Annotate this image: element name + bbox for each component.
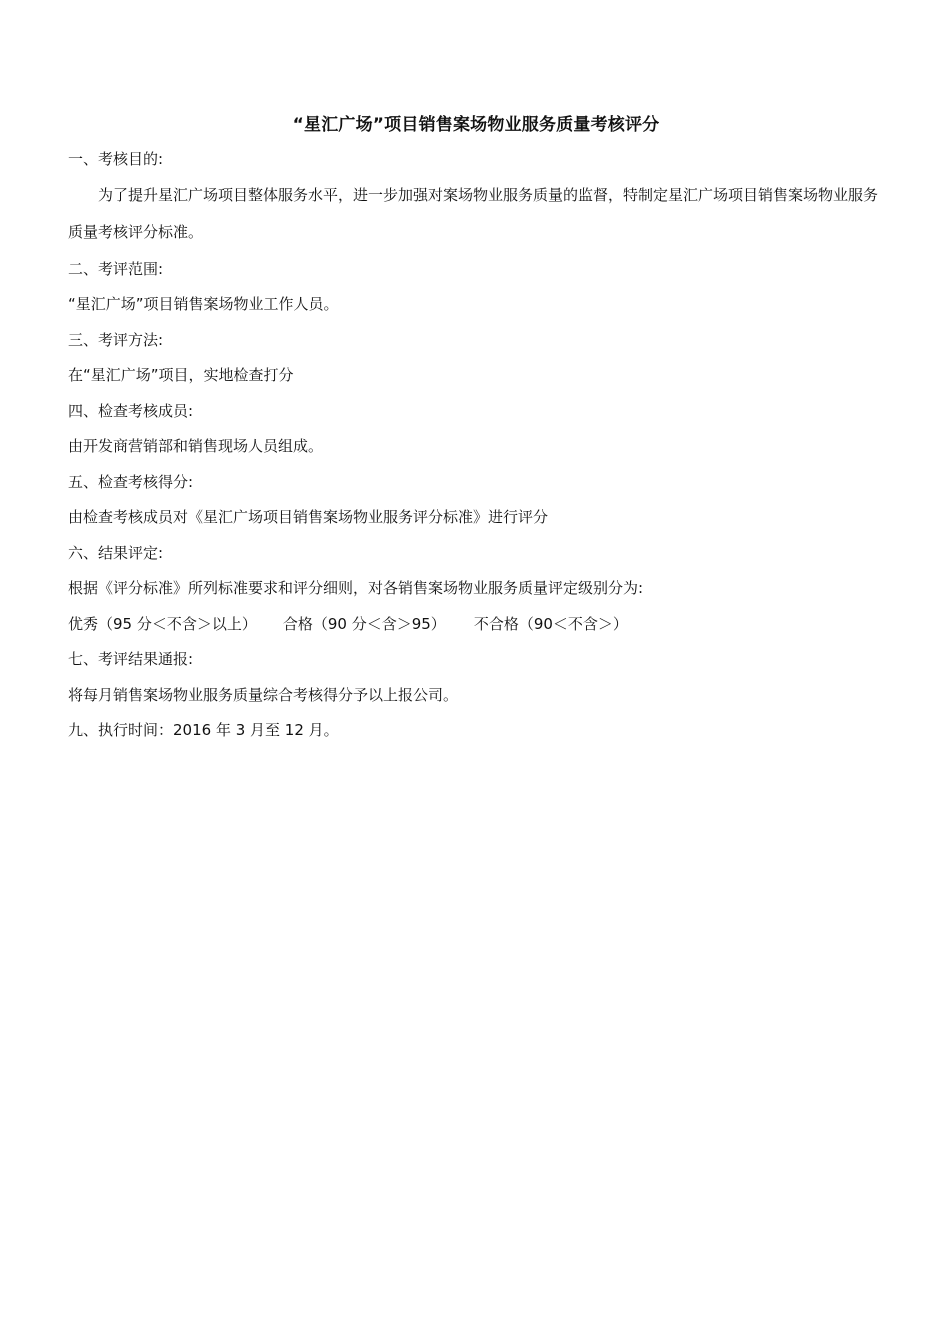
- grade-levels: [68, 614, 884, 634]
- grade-pass: 合格（90 分＜含＞95）: [282, 614, 446, 633]
- grade-fail: 不合格（90＜不含＞）: [473, 614, 628, 633]
- section-heading-scope: 二、考评范围:: [68, 259, 164, 278]
- grade-excellent: 优秀（95 分＜不含＞以上）: [68, 614, 257, 633]
- section-heading-method: 三、考评方法:: [68, 330, 164, 349]
- section-body-report: 将每月销售案场物业服务质量综合考核得分予以上报公司。: [68, 685, 459, 704]
- section-body-method: 在“星汇广场”项目，实地检查打分: [68, 366, 294, 384]
- section-body-result: 根据《评分标准》所列标准要求和评分细则，对各销售案场物业服务质量评定级别分为:: [68, 579, 644, 597]
- section-execution-time: 九、执行时间：2016 年 3 月至 12 月。: [68, 721, 339, 739]
- section-body-purpose: 为了提升星汇广场项目整体服务水平，进一步加强对案场物业服务质量的监督，特制定星汇广场项目销售案场物业服务质量考核评分标准。: [68, 185, 879, 241]
- section-heading-members: 四、检查考核成员:: [68, 401, 194, 420]
- section-body-scope: “星汇广场”项目销售案场物业工作人员。: [68, 295, 339, 313]
- section-heading-scoring: 五、检查考核得分:: [68, 472, 194, 491]
- section-heading-result: 六、结果评定:: [68, 543, 164, 562]
- section-heading-purpose: 一、考核目的:: [68, 150, 164, 168]
- section-heading-report: 七、考评结果通报:: [68, 650, 194, 668]
- section-body-scoring: 由检查考核成员对《星汇广场项目销售案场物业服务评分标准》进行评分: [68, 508, 549, 526]
- section-body-members: 由开发商营销部和销售现场人员组成。: [68, 437, 324, 455]
- document-title: “星汇广场”项目销售案场物业服务质量考核评分: [292, 115, 660, 135]
